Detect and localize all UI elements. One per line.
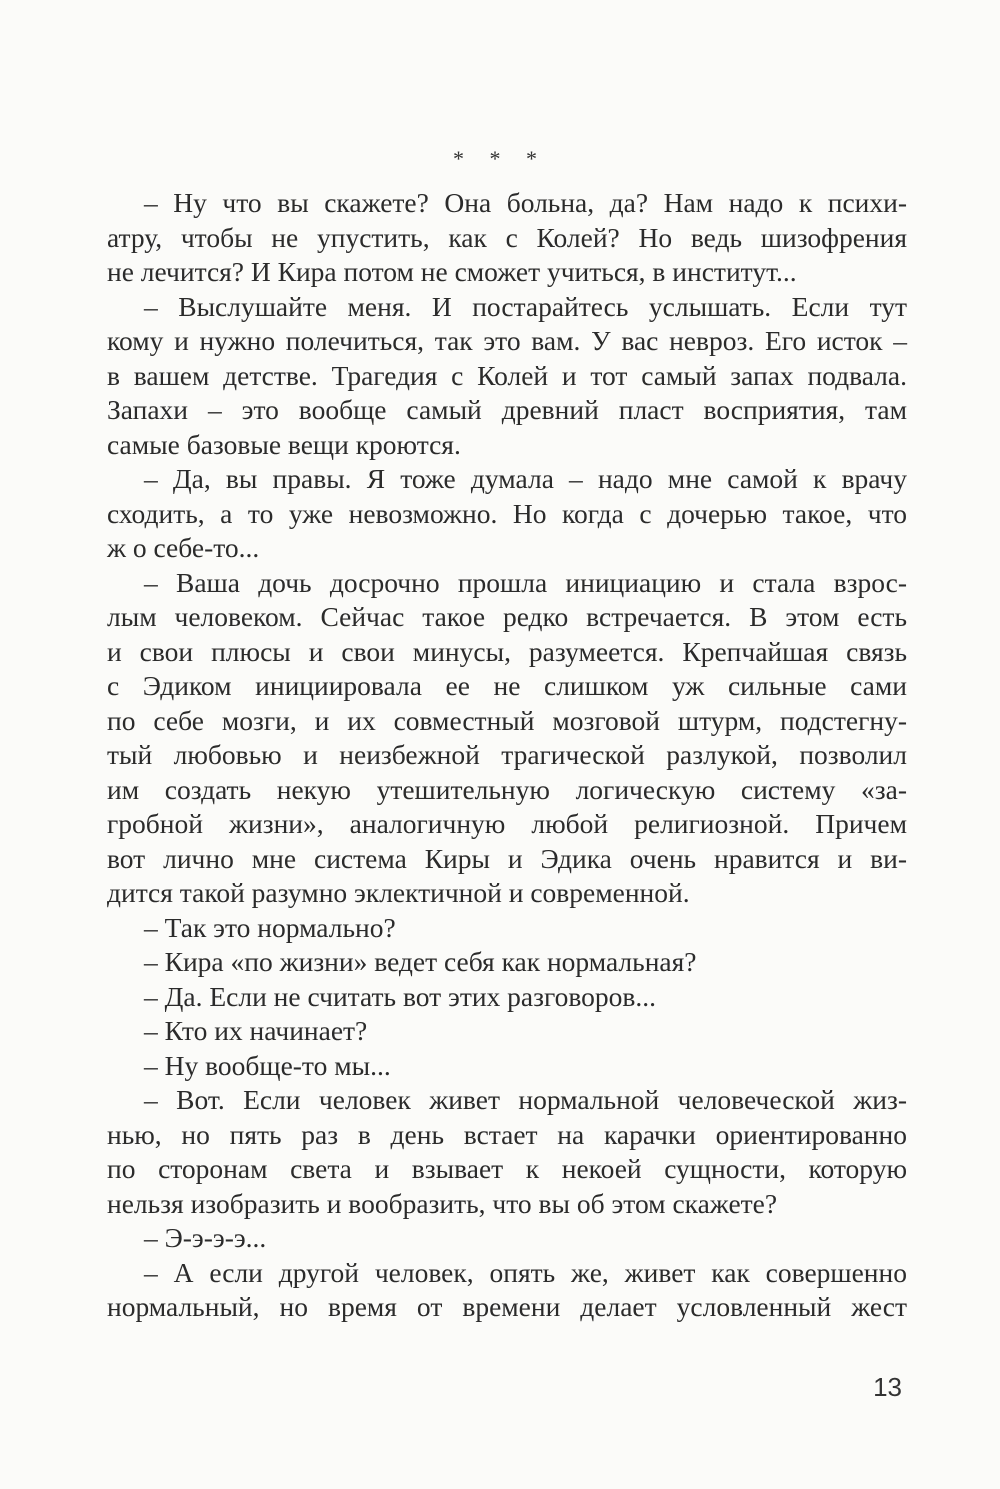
text-line: – Ну вообще-то мы... <box>144 1049 391 1081</box>
paragraph <box>107 945 907 980</box>
text-line: гробной жизни», аналогичную любой религиозной. Причем <box>107 808 907 839</box>
text-line: – Выслушайте меня. И постарайтесь услышать. Если тут <box>144 290 907 322</box>
text-line: атру, чтобы не упустить, как с Колей? Но ведь шизофрения <box>107 221 907 253</box>
text-line: нормальный, но время от времени делает условленный жест <box>107 1291 907 1322</box>
section-separator: * * * <box>453 146 547 171</box>
paragraph <box>107 1221 907 1256</box>
paragraph <box>107 1049 907 1084</box>
text-line: не лечится? И Кира потом не сможет учиться, в институт... <box>107 256 797 287</box>
text-line: в вашем детстве. Трагедия с Колей и тот самый запах подвала. <box>107 359 907 391</box>
text-line: – Э-э-э-э... <box>144 1222 267 1253</box>
text-line: – Да, вы правы. Я тоже думала – надо мне самой к врачу <box>144 463 907 494</box>
text-line: – А если другой человек, опять же, живет как совершенно <box>144 1256 907 1288</box>
body-text <box>107 186 907 1325</box>
text-line: самые базовые вещи кроются. <box>107 428 461 460</box>
text-line: – Кто их начинает? <box>144 1015 368 1046</box>
text-line: с Эдиком инициировала ее не слишком уж сильные сами <box>107 670 907 701</box>
text-line: – Так это нормально? <box>144 911 396 943</box>
text-line: лым человеком. Сейчас такое редко встречается. В этом есть <box>107 601 907 632</box>
text-line: по сторонам света и взывает к некоей сущности, которую <box>107 1153 907 1184</box>
text-line: нью, но пять раз в день встает на карачки ориентированно <box>107 1118 907 1150</box>
page-number: 13 <box>873 1372 902 1402</box>
paragraph <box>107 1014 907 1049</box>
text-line: кому и нужно полечиться, так это вам. У вас невроз. Его исток – <box>107 325 907 356</box>
text-line: тый любовью и неизбежной трагической разлукой, позволил <box>107 739 907 770</box>
paragraph <box>107 911 907 946</box>
paragraph <box>107 290 907 463</box>
paragraph <box>107 1256 907 1325</box>
paragraph <box>107 462 907 566</box>
text-line: ж о себе-то... <box>107 532 260 563</box>
paragraph <box>107 980 907 1015</box>
text-line: – Вот. Если человек живет нормальной человеческой жиз- <box>144 1084 907 1115</box>
text-line: сходить, а то уже невозможно. Но когда с дочерью такое, что <box>107 497 907 529</box>
text-line: – Да. Если не считать вот этих разговоров... <box>144 980 656 1012</box>
paragraph <box>107 186 907 290</box>
text-line: – Кира «по жизни» ведет себя как нормальная? <box>144 946 697 977</box>
text-line: нельзя изобразить и вообразить, что вы об этом скажете? <box>107 1187 778 1219</box>
text-line: по себе мозги, и их совместный мозговой штурм, подстегну- <box>107 704 907 736</box>
paragraph <box>107 566 907 911</box>
text-line: им создать некую утешительную логическую систему «за- <box>107 773 907 805</box>
text-line: – Ну что вы скажете? Она больна, да? Нам надо к психи- <box>144 187 907 218</box>
text-line: вот лично мне система Киры и Эдика очень нравится и ви- <box>107 842 907 874</box>
text-line: Запахи – это вообще самый древний пласт восприятия, там <box>107 394 907 425</box>
text-line: и свои плюсы и свои минусы, разумеется. Крепчайшая связь <box>107 635 907 667</box>
text-line: дится такой разумно эклектичной и современной. <box>107 877 690 908</box>
text-line: – Ваша дочь досрочно прошла инициацию и стала взрос- <box>144 566 907 598</box>
paragraph <box>107 1083 907 1221</box>
